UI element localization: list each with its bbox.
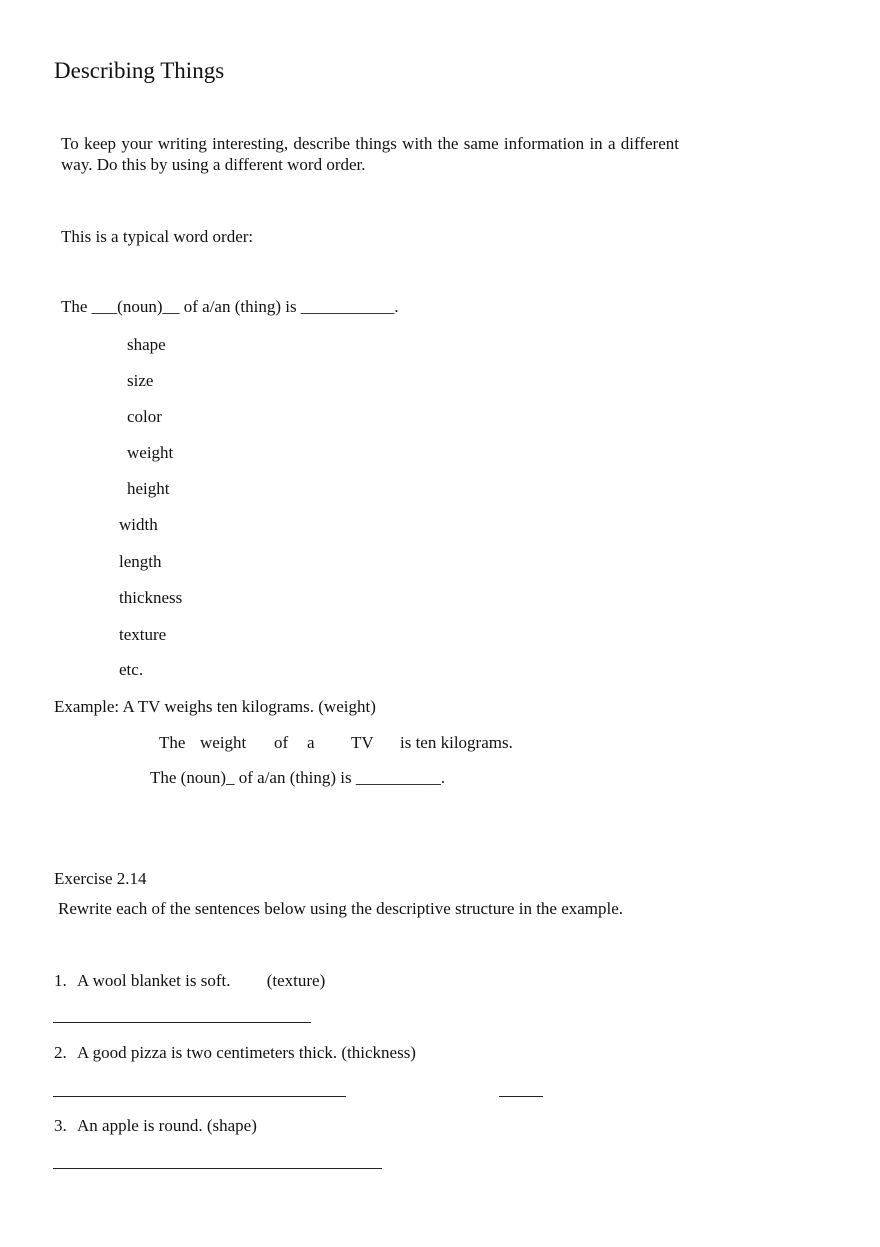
intro-paragraph: To keep your writing interesting, describe things with the same information in a different way. Do this by using a different word order. bbox=[61, 134, 679, 174]
typical-word-order-label: This is a typical word order: bbox=[61, 227, 254, 246]
example-word: is ten kilograms. bbox=[400, 733, 513, 752]
item-number: 1. bbox=[54, 971, 67, 990]
answer-blank-3[interactable] bbox=[53, 1168, 382, 1169]
answer-blank-1[interactable] bbox=[53, 1022, 311, 1023]
example-word: a bbox=[307, 733, 315, 752]
example-word: weight bbox=[200, 733, 247, 752]
noun-list-item: shape bbox=[127, 335, 166, 354]
noun-list-item: etc. bbox=[119, 660, 144, 679]
item-sentence: A good pizza is two centimeters thick. (thickness) bbox=[77, 1043, 416, 1062]
noun-list-item: width bbox=[119, 515, 158, 534]
answer-blank-2[interactable] bbox=[53, 1096, 346, 1097]
exercise-instruction: Rewrite each of the sentences below using the descriptive structure in the example. bbox=[58, 899, 624, 918]
item-number: 3. bbox=[54, 1116, 67, 1135]
exercise-heading: Exercise 2.14 bbox=[54, 869, 147, 888]
page-title: Describing Things bbox=[54, 58, 225, 83]
exercise-item-1 bbox=[54, 971, 325, 991]
noun-list-item: size bbox=[127, 371, 154, 390]
noun-list-item: length bbox=[119, 552, 162, 571]
item-sentence: An apple is round. (shape) bbox=[77, 1116, 257, 1135]
example-word: The bbox=[159, 733, 186, 752]
noun-list-item: weight bbox=[127, 443, 174, 462]
word-order-pattern: The ___(noun)__ of a/an (thing) is ___________. bbox=[61, 297, 399, 316]
item-hint: (texture) bbox=[266, 971, 326, 990]
noun-list-item: height bbox=[127, 479, 170, 498]
item-number: 2. bbox=[54, 1043, 67, 1062]
noun-list-item: color bbox=[127, 407, 162, 426]
noun-list-item: thickness bbox=[119, 588, 183, 607]
noun-list-item: texture bbox=[119, 625, 167, 644]
example-pattern: The (noun)_ of a/an (thing) is __________. bbox=[150, 768, 446, 787]
exercise-item-2 bbox=[54, 1043, 416, 1063]
example-line: Example: A TV weighs ten kilograms. (weight) bbox=[54, 697, 376, 716]
example-word: of bbox=[274, 733, 289, 752]
example-word: TV bbox=[351, 733, 374, 752]
exercise-item-3 bbox=[54, 1116, 257, 1136]
answer-blank-2b[interactable] bbox=[499, 1096, 543, 1097]
item-sentence: A wool blanket is soft. bbox=[77, 971, 231, 990]
